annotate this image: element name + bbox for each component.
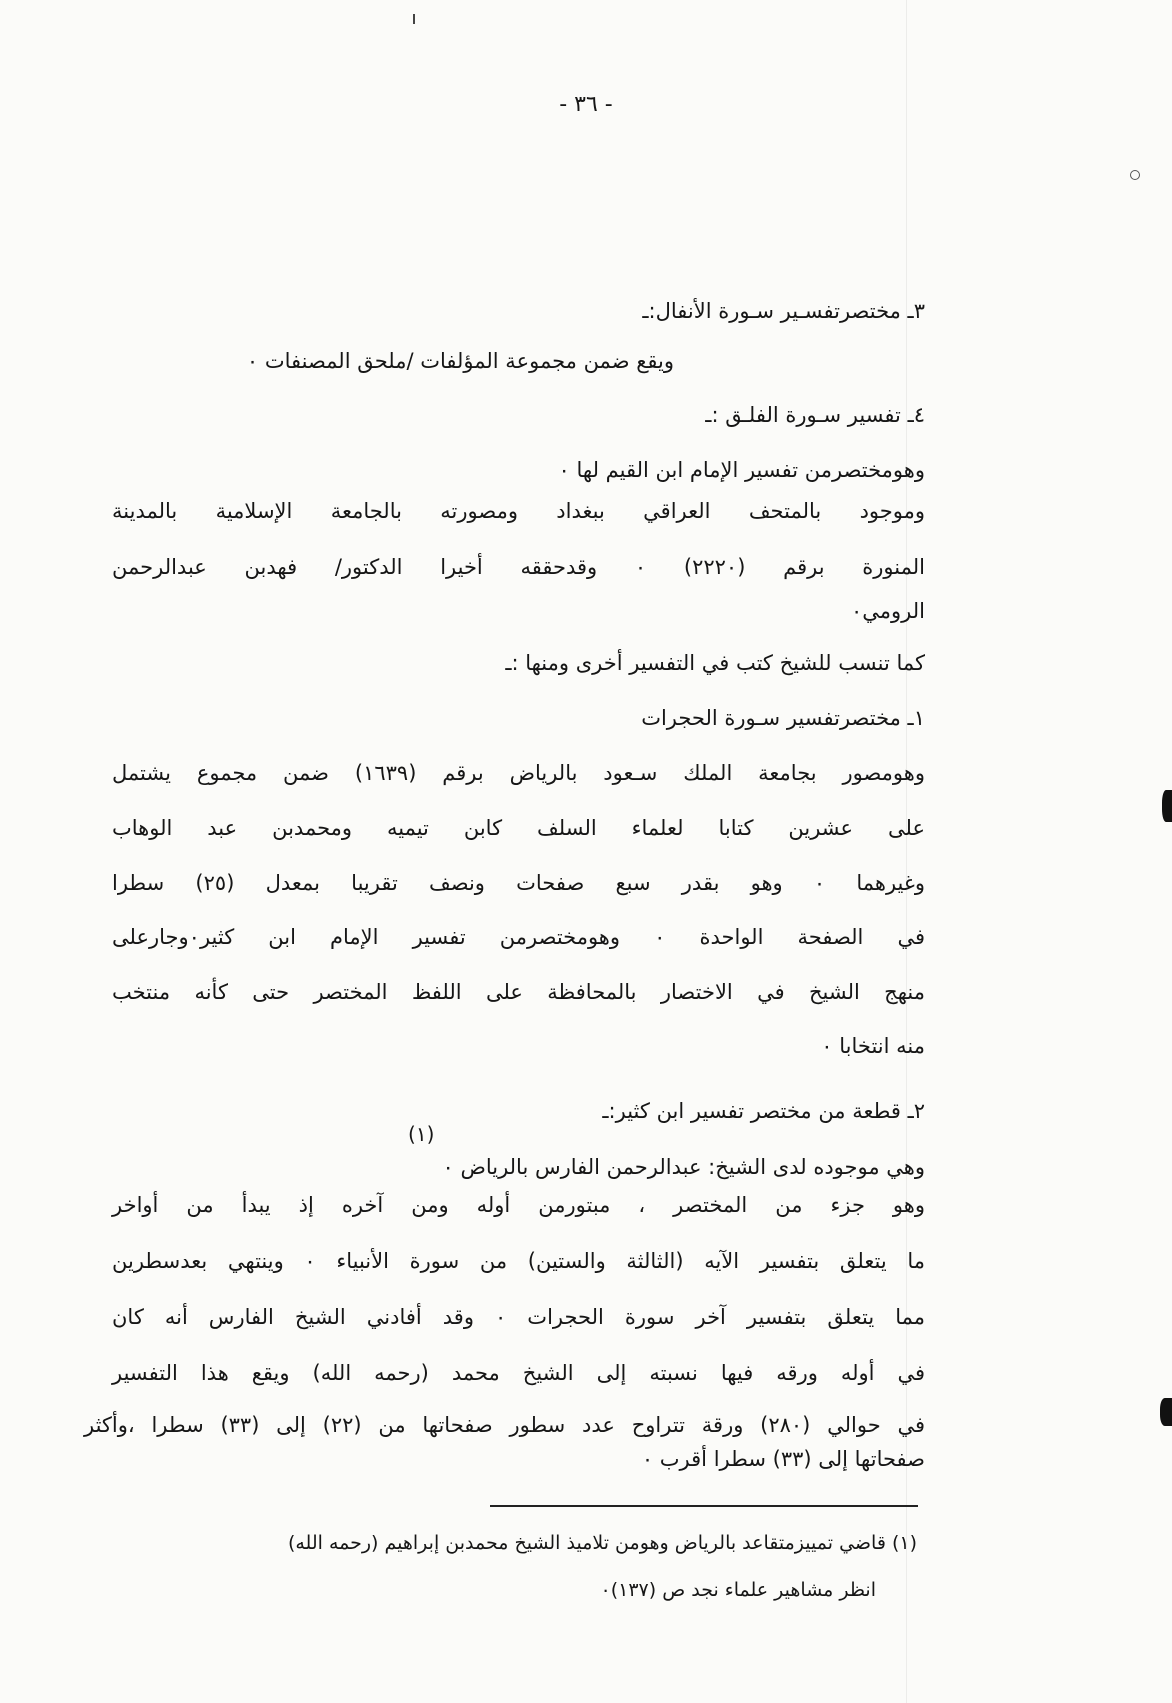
paragraph-line: وغيرهما ٠ وهو بقدر سبع صفحات ونصف تقريبا بمعدل (٢٥) سطرا [112,871,926,895]
section-3-title: ٣ـ مختصرتفسـير سـورة الأنفال:ـ [642,299,925,323]
paragraph-line: وموجود بالمتحف العراقي ببغداد ومصورته بالجامعة الإسلامية بالمدينة [112,499,925,523]
footnote-line: انظر مشاهير علماء نجد ص (١٣٧)٠ [600,1579,876,1601]
paragraph-line: في حوالي (٢٨٠) ورقة تتراوح عدد سطور صفحاتها من (٢٢) إلى (٣٣) سطرا ،وأكثر [84,1413,925,1437]
paragraph-line: وهو جزء من المختصر ، مبتورمن أوله ومن آخره إذ يبدأ من أواخر [112,1193,925,1217]
paragraph-line: المنورة برقم (٢٢٢٠) ٠ وقدحققه أخيرا الدكتور/ فهدبن عبدالرحمن [112,555,925,579]
footnote-reference: (١) [408,1122,435,1146]
paragraph-line: منهج الشيخ في الاختصار بالمحافظة على اللفظ المختصر حتى كأنه منتخب [112,980,925,1004]
paragraph-line: صفحاتها إلى (٣٣) سطرا أقرب ٠ [641,1447,925,1471]
page-number: - ٣٦ - [559,92,613,117]
scan-edge-shadow [1162,790,1172,822]
paragraph-line: على عشرين كتابا لعلماء السلف كابن تيميه ومحمدبن عبد الوهاب [112,816,925,840]
paragraph-line: الرومي٠ [851,599,925,623]
paragraph-line: وهي موجوده لدى الشيخ: عبدالرحمن الفارس بالرياض ٠ [442,1155,925,1179]
section-3-text: ويقع ضمن مجموعة المؤلفات /ملحق المصنفات ٠ [246,349,674,373]
scan-hole-mark [1130,170,1140,180]
paragraph-line: في أوله ورقه فيها نسبته إلى الشيخ محمد (رحمه الله) ويقع هذا التفسير [112,1361,925,1385]
section-4-title: ٤ـ تفسير سـورة الفلـق :ـ [705,403,925,427]
paragraph-line: وهومختصرمن تفسير الإمام ابن القيم لها ٠ [558,458,925,482]
book-1-title: ١ـ مختصرتفسير سـورة الحجرات [641,706,925,730]
intro-line: كما تنسب للشيخ كتب في التفسير أخرى ومنها :ـ [505,651,925,675]
footnote-separator [490,1505,918,1507]
paragraph-line: وهومصور بجامعة الملك سـعود بالرياض برقم (١٦٣٩) ضمن مجموع يشتمل [112,761,925,785]
book-2-title: ٢ـ قطعة من مختصر تفسير ابن كثير:ـ [602,1099,925,1123]
scan-edge-shadow [1160,1398,1172,1426]
paragraph-line: في الصفحة الواحدة ٠ وهومختصرمن تفسير الإمام ابن كثير٠وجارعلى [112,925,926,949]
footnote-line: (١) قاضي تمييزمتقاعد بالرياض وهومن تلاميذ الشيخ محمدبن إبراهيم (رحمه الله) [287,1532,917,1554]
paragraph-line: مما يتعلق بتفسير آخر سورة الحجرات ٠ وقد أفادني الشيخ الفارس أنه كان [112,1305,926,1329]
paragraph-line: ما يتعلق بتفسير الآيه (الثالثة والستين) من سورة الأنبياء ٠ وينتهي بعدسطرين [112,1249,925,1273]
paragraph-line: منه انتخابا ٠ [821,1034,925,1058]
scan-mark [413,14,415,24]
